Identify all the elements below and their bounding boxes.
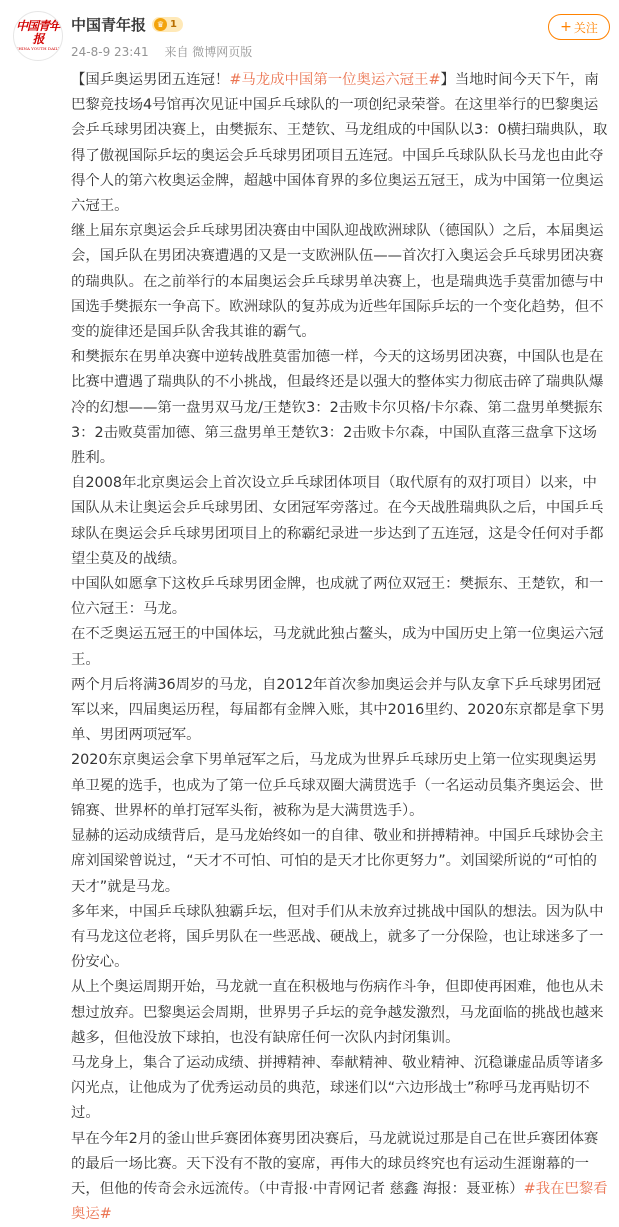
vip-level: 1: [170, 19, 177, 30]
post-meta: [71, 43, 252, 60]
paragraph: 中国队如愿拿下这枚乒乓球男团金牌，也成就了两位双冠王：樊振东、王楚钦，和一位六冠王：马龙。: [71, 576, 604, 618]
paragraph: 显赫的运动成绩背后，是马龙始终如一的自律、敬业和拼搏精神。中国乒乓球协会主席刘国梁曾说过，“天才不可怕、可怕的是天才比你更努力”。刘国梁所说的“可怕的天才”就是马龙。: [71, 828, 604, 895]
follow-label: 关注: [573, 20, 598, 35]
paragraph-prefix: 【国乒奥运男团五连冠！: [71, 72, 230, 88]
paragraph: [71, 1127, 609, 1227]
avatar[interactable]: [13, 11, 63, 61]
paragraph: 马龙身上，集合了运动成绩、拼搏精神、奉献精神、敬业精神、沉稳谦虚品质等诸多闪光点，让他成为了优秀运动员的典范，球迷们以“六边形战士”称呼马龙再贴切不过。: [71, 1054, 604, 1122]
author-row: [71, 14, 183, 35]
paragraph-text: 早在今年2月的釜山世乒赛团体赛男团决赛后，马龙就说过那是自己在世乒赛团体赛的最后一场比赛。天下没有不散的宴席，再伟大的球员终究也有运动生涯谢幕的一天，但他的传奇会永远流传。（中青报·中青网记者 慈鑫 海报：聂亚栋）: [71, 1130, 599, 1197]
paragraph: 和樊振东在男单决赛中逆转战胜莫雷加德一样，今天的这场男团决赛，中国队也是在比赛中遭遇了瑞典队的不小挑战，但最终还是以强大的整体实力彻底击碎了瑞典队爆冷的幻想——第一盘男双马龙/王楚钦3：2击败卡尔贝格/卡尔森、第二盘男单樊振东3：2击败莫雷加德、第三盘男单王楚钦3：2击败卡尔森，中国队直落三盘拿下这场胜利。: [71, 349, 604, 467]
paragraph: 自2008年北京奥运会上首次设立乒乓球团体项目（取代原有的双打项目）以来，中国队从未让奥运会乒乓球男团、女团冠军旁落过。在今天战胜瑞典队之后，中国乒乓球队在奥运会乒乓球男团项目上的称霸纪录进一步达到了五连冠，这是令任何对手都望尘莫及的战绩。: [71, 475, 604, 567]
paragraph: 继上届东京奥运会乒乓球男团决赛由中国队迎战欧洲球队（德国队）之后，本届奥运会，国乒队在男团决赛遭遇的又是一支欧洲队伍——首次打入奥运会乒乓球男团决赛的瑞典队。在之前举行的本届奥运会乒乓球男单决赛上，也是瑞典选手莫雷加德与中国选手樊振东一争高下。欧洲球队的复苏成为近些年国际乒坛的一个变化趋势，但不变的旋律还是国乒队舍我其谁的霸气。: [71, 223, 604, 341]
author-name[interactable]: 中国青年报: [71, 16, 147, 34]
avatar-logo-subtext: CHINA YOUTH DAILY: [15, 46, 61, 51]
paragraph: [71, 68, 609, 219]
post-time[interactable]: 24-8-9 23:41: [71, 45, 149, 59]
paragraph-text: 】当地时间今天下午，南巴黎竞技场4号馆再次见证中国乒乓球队的一项创纪录荣誉。在这里举行的巴黎奥运会乒乓球男团决赛上，由樊振东、王楚钦、马龙组成的中国队以3：0横扫瑞典队，取得了傲视国际乒坛的奥运会乒乓球男团项目五连冠。中国乒乓球队队长马龙也由此夺得个人的第六枚奥运金牌，超越中国体育界的多位奥运五冠王，成为中国第一位奥运六冠王。: [71, 72, 608, 215]
post-header: [0, 0, 619, 66]
paragraph: 多年来，中国乒乓球队独霸乒坛，但对手们从未放弃过挑战中国队的想法。因为队中有马龙这位老将，国乒男队在一些恶战、硬战上，就多了一分保险，也让球迷多了一份安心。: [71, 903, 604, 971]
vip-badge[interactable]: [152, 17, 183, 32]
follow-button[interactable]: [548, 14, 610, 40]
paragraph: 两个月后将满36周岁的马龙，自2012年首次参加奥运会并与队友拿下乒乓球男团冠军以来，四届奥运历程，每届都有金牌入账，其中2016里约、2020东京都是拿下男单、男团两项冠军。: [71, 676, 605, 744]
post-source: 来自 微博网页版: [164, 45, 253, 59]
paragraph: 从上个奥运周期开始，马龙就一直在积极地与伤病作斗争，但即使再困难，他也从未想过放弃。巴黎奥运会周期，世界男子乒坛的竞争越发激烈，马龙面临的挑战也越来越多，但他没放下球拍，也没有缺席任何一次队内封闭集训。: [71, 979, 604, 1046]
paragraph: 在不乏奥运五冠王的中国体坛，马龙就此独占鳌头，成为中国历史上第一位奥运六冠王。: [71, 626, 604, 668]
avatar-logo-text: 中国青年报: [15, 19, 60, 46]
paragraph: 2020东京奥运会拿下男单冠军之后，马龙成为世界乒乓球历史上第一位实现奥运男单卫冕的选手，也成为了第一位乒乓球双圈大满贯选手（一名运动员集齐奥运会、世锦赛、世界杯的单打冠军头衔，被称为是大满贯选手）。: [71, 752, 604, 819]
hashtag-link[interactable]: #马龙成中国第一位奥运六冠王#: [229, 72, 441, 88]
plus-icon: +: [560, 19, 572, 35]
hashtag-link[interactable]: #我在巴黎看奥运#: [71, 1180, 608, 1223]
avatar-logo: [14, 20, 62, 52]
crown-icon: ♛: [154, 18, 167, 31]
post-content: [71, 68, 609, 1227]
